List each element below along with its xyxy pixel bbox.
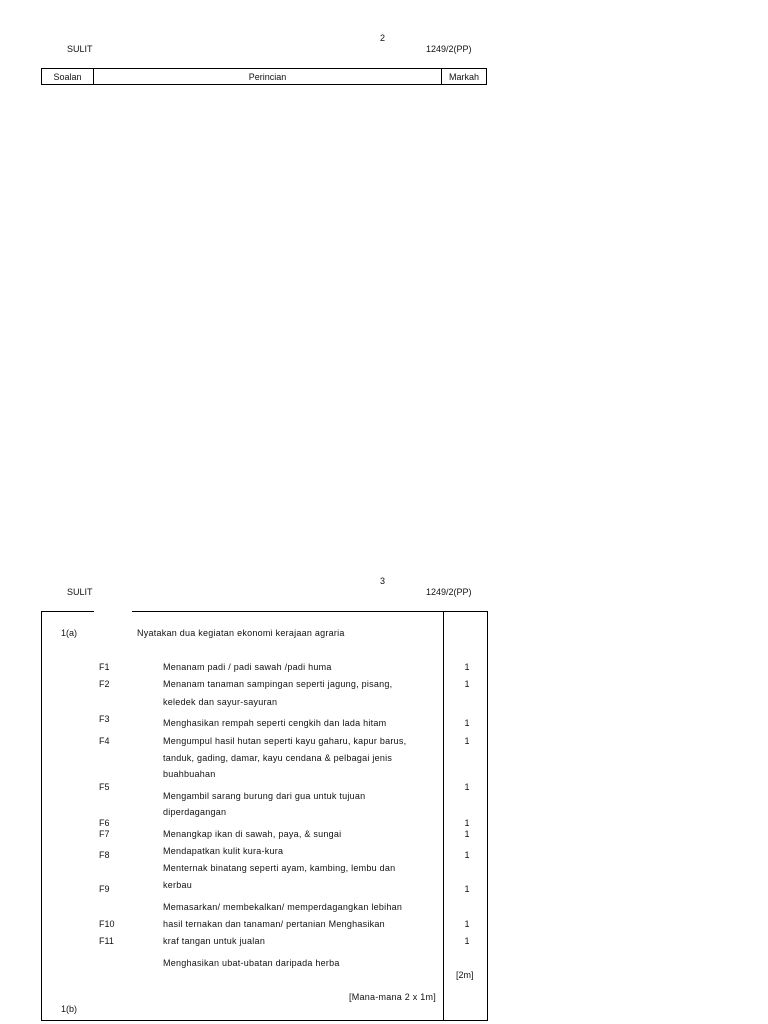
question-text: Nyatakan dua kegiatan ekonomi kerajaan agraria <box>137 628 345 638</box>
page2-table-header <box>41 68 487 85</box>
answer-text: Menghasikan ubat-ubatan daripada herba <box>163 958 340 968</box>
answer-text: Menangkap ikan di sawah, paya, & sungai <box>163 829 342 839</box>
answer-mark: 1 <box>464 936 470 946</box>
answer-code: F6 <box>99 818 110 828</box>
question-label-1b: 1(b) <box>61 1004 78 1014</box>
list-item <box>42 958 487 970</box>
list-item <box>42 697 487 709</box>
list-item <box>42 718 487 730</box>
marking-scheme-table <box>41 611 488 1021</box>
answer-mark: 1 <box>464 919 470 929</box>
answer-text: diperdagangan <box>163 807 227 817</box>
total-mark: [2m] <box>456 970 474 980</box>
answer-mark: 1 <box>464 662 470 672</box>
answer-mark: 1 <box>464 818 470 828</box>
answer-text: tanduk, gading, damar, kayu cendana & pelbagai jenis <box>163 753 393 763</box>
marking-note: [Mana-mana 2 x 1m] <box>349 992 437 1002</box>
header-perincian: Perincian <box>94 69 442 84</box>
page2-sulit-label: SULIT <box>67 44 93 54</box>
answer-code: F3 <box>99 714 110 724</box>
answer-code: F2 <box>99 679 110 689</box>
answer-code: F9 <box>99 884 110 894</box>
answer-mark: 1 <box>464 850 470 860</box>
list-item <box>42 769 487 781</box>
answer-text: hasil ternakan dan tanaman/ pertanian Menghasikan <box>163 919 385 929</box>
list-item <box>42 919 487 931</box>
answer-mark: 1 <box>464 829 470 839</box>
list-item <box>42 736 487 748</box>
answer-text: Menanam tanaman sampingan seperti jagung, pisang, <box>163 679 393 689</box>
page3-number: 3 <box>380 576 386 586</box>
answer-text: Menternak binatang seperti ayam, kambing, lembu dan <box>163 863 396 873</box>
page2-number: 2 <box>380 33 386 43</box>
list-item <box>42 936 487 948</box>
answer-text: Mendapatkan kulit kura-kura <box>163 846 284 856</box>
answer-text: kraf tangan untuk jualan <box>163 936 266 946</box>
list-item <box>42 679 487 691</box>
header-markah: Markah <box>448 71 479 82</box>
header-soalan: Soalan <box>42 69 94 84</box>
list-item <box>42 662 487 674</box>
answer-code: F1 <box>99 662 110 672</box>
list-item <box>42 863 487 875</box>
answer-text: Memasarkan/ membekalkan/ memperdagangkan lebihan <box>163 902 403 912</box>
answer-text: Menanam padi / padi sawah /padi huma <box>163 662 332 672</box>
answer-code: F7 <box>99 829 110 839</box>
answer-text: Mengambil sarang burung dari gua untuk tujuan <box>163 791 366 801</box>
page3-paper-code: 1249/2(PP) <box>426 587 472 597</box>
page2-paper-code: 1249/2(PP) <box>426 44 472 54</box>
answer-mark: 1 <box>464 884 470 894</box>
answer-mark: 1 <box>464 718 470 728</box>
list-item <box>42 753 487 765</box>
answer-text: Menghasikan rempah seperti cengkih dan lada hitam <box>163 718 387 728</box>
answer-text: kerbau <box>163 880 193 890</box>
answer-code: F10 <box>99 919 115 929</box>
answer-mark: 1 <box>464 736 470 746</box>
list-item <box>42 884 487 896</box>
page3-sulit-label: SULIT <box>67 587 93 597</box>
answer-list <box>42 612 487 1020</box>
answer-code: F4 <box>99 736 110 746</box>
question-label-1a: 1(a) <box>61 628 78 638</box>
answer-text: Mengumpul hasil hutan seperti kayu gaharu, kapur barus, <box>163 736 407 746</box>
answer-text: buahbuahan <box>163 769 216 779</box>
answer-mark: 1 <box>464 679 470 689</box>
answer-code: F8 <box>99 850 110 860</box>
list-item <box>42 850 487 862</box>
list-item <box>42 791 487 803</box>
answer-code: F5 <box>99 782 110 792</box>
answer-code: F11 <box>99 936 114 946</box>
answer-text: keledek dan sayur-sayuran <box>163 697 278 707</box>
list-item <box>42 829 487 841</box>
answer-mark: 1 <box>464 782 470 792</box>
list-item <box>42 902 487 914</box>
